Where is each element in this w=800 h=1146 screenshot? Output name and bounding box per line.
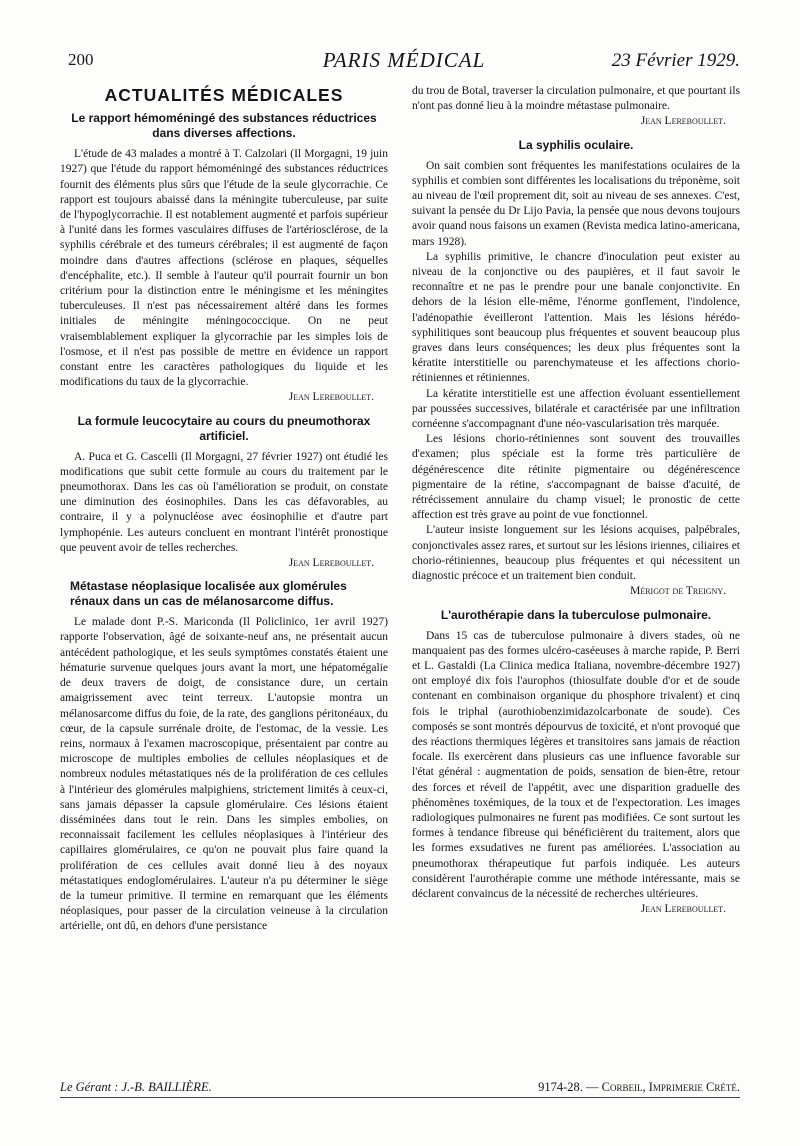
article-author: Mérigot de Treigny.: [630, 585, 726, 598]
article-author: Jean Lereboullet.: [640, 903, 726, 916]
journal-title: PARIS MÉDICAL: [322, 48, 486, 72]
article-title: La formule leucocytaire au cours du pneumothorax artificiel.: [77, 413, 371, 443]
page-footer: [60, 1080, 740, 1102]
article-author: Jean Lereboullet.: [288, 391, 374, 404]
article-paragraph: La kératite interstitielle est une affection évoluant essentiellement par poussées successives, bilatérale et caractérisée par une infiltration cornéenne s'accompagnant d'une néo-vascularisation très marquée.: [412, 387, 740, 431]
article-title: Le rapport hémoméningé des substances réductrices dans diverses affections.: [71, 111, 377, 141]
article-paragraph: A. Puca et G. Cascelli (Il Morgagni, 27 février 1927) ont étudié les modifications que subit cette formule au cours du traitement par le pneumothorax. Dans les cas où l'amélioration se produit, on constate une diminution des éosinophiles. Dans les cas défavorables, au contraire, il y a polynucléose avec éosinophilie et d'autre part lymphopénie. Les auteurs concluent en montrant l'intérêt pronostique que peuvent avoir de telles recherches.: [60, 450, 388, 554]
section-title: ACTUALITÉS MÉDICALES: [104, 85, 344, 105]
article-author: Jean Lereboullet.: [288, 557, 374, 570]
left-column: [60, 84, 388, 935]
article-paragraph: Le malade dont P.-S. Mariconda (Il Policlinico, 1er avril 1927) rapporte l'observation, âgé de soixante-neuf ans, ne présentait aucun antécédent pathologique, et les seuls symptômes constatés étaient une hématurie survenue quelques jours avant la mort, une hépatomégalie de deux travers de doigt, de consistance dure, un certain amaigrissement avec teint terreux. L'autopsie montra un mélanosarcome diffus du foie, de la rate, des ganglions péritonéaux, du cœur, de la capsule surrénale droite, de l'estomac, de la vessie. Les reins, normaux à l'examen macroscopique, présentaient par contre au microscope de multiples embolies de cellules néoplasiques et de nombreux nodules métastatiques nés de la prolifération de ces cellules à l'intérieur des glomérules malpighiens, strictement limités à ceux-ci, sans jamais dépasser la capsule glomérulaire. Ces lésions étaient disséminées dans tout le rein. Dans les simples embolies, on reconnaissait facilement les cellules néoplasiques à l'intérieur des capillaires glomérulaires, ce qu'on ne pouvait plus faire quand la prolifération de ces cellules avait donné lieu à des noyaux métastatiques endoglomérulaires. L'auteur n'a pu déterminer le siège de la tumeur primitive. Il termine en remarquant que les éléments néoplasiques, pour passer de la circulation veineuse à la circulation artérielle, ont dû, en dehors d'une persistance: [60, 616, 388, 933]
footer-printer: 9174-28. — Corbeil, Imprimerie Crété.: [538, 1080, 740, 1094]
footer-rule: [60, 1097, 740, 1098]
article-paragraph: Dans 15 cas de tuberculose pulmonaire à divers stades, où ne manquaient pas des formes ulcéro-caséeuses à marche rapide, P. Berri et L. Gastaldi (La Clinica medica Italiana, novembre-décembre 1927) ont employé dix fois l'aurophos (thiosulfate double d'or et de soude contenant en combinaison organique du phosphore trivalent) et cinq fois le triphal (aurothiobenzimidazolcarbonate de soude). Ces composés se sont montrés dépourvus de toxicité, et n'ont provoqué que des réactions thermiques légères et transitoires sans jamais de réaction focale. Ils exercèrent dans plusieurs cas une influence favorable sur l'état général : augmentation de poids, sensation de bien-être, retour des forces et réveil de l'appétit, avec une disparition graduelle des phénomènes toxémiques, de la toux et de l'expectoration. Les images radiologiques pulmonaires ne furent pas modifiées. Ce sont surtout les formes à tendance fibreuse qui bénéficièrent du traitement, alors que les formes exsudatives ne furent pas améliorées. L'association au pneumothorax thérapeutique fut parfois indiquée. Les auteurs considèrent l'aurothérapie comme une méthode intéressante, mais se déclarent convaincus de la nécessité de recherches ultérieures.: [412, 629, 740, 900]
right-column: [412, 84, 740, 921]
article-paragraph: On sait combien sont fréquentes les manifestations oculaires de la syphilis et combien sont différentes les localisations du tréponème, soit au niveau de l'œil proprement dit, soit au niveau de ses annexes. C'est, suivant la pensée du Dr Lijo Pavia, la pensée que nous devons toujours avoir quand nous faisons un examen (Revista medica latino-americana, mars 1928).: [412, 159, 740, 248]
article-paragraph: L'étude de 43 malades a montré à T. Calzolari (Il Morgagni, 19 juin 1927) que l'étude du rapport hémoméningé des substances réductrices fournit des éléments plus sûrs que l'étude de la seule glycorrachie. Ce rapport est toujours abaissé dans la méningite tuberculeuse, par suite de l'hypoglycorrachie. Il est notablement augmenté et parfois supérieur à l'unité dans les formes vasculaires diffuses de l'artériosclérose, de la syphilis cérébrale et des tumeurs cérébrales; il est augmenté de façon moindre dans d'autres affections (sclérose en plaques, séquelles d'encéphalite, etc.). Il semble à l'auteur qu'il pourrait fournir un bon critérium pour la distinction entre le méningisme et les méningites tuberculeuses. Il n'est pas nécessairement altéré dans les formes initiales de méningite méningococcique. On ne peut vraisemblablement expliquer la glycorrachie par les simples lois de l'osmose, et il n'est pas possible de mettre en évidence un rapport constant entre les caractères pathologiques du liquide et les modifications du taux de la glycorrachie.: [60, 148, 388, 389]
issue-date: 23 Février 1929.: [611, 50, 740, 71]
footer-manager: Le Gérant : J.-B. BAILLIÈRE.: [60, 1080, 212, 1094]
article-paragraph: La syphilis primitive, le chancre d'inoculation peut exister au niveau de la conjonctive ou des paupières, et il faut savoir le reconnaître et ne pas le prendre pour une banale conjonctivite. En dehors de la lésion elle-même, l'énorme gonflement, l'indolence, l'adénopathie éveilleront l'attention. Mais les lésions hérédo-syphilitiques sont beaucoup plus fréquentes et souvent beaucoup plus graves dans leurs conséquences; les deux plus fréquentes sont la kératite interstitielle ou parenchymateuse et les affections chorio-rétiniennes et rétiniennes.: [412, 250, 740, 385]
article-paragraph: L'auteur insiste longuement sur les lésions acquises, palpébrales, conjonctivales assez rares, et surtout sur les lésions iriennes, ciliaires et chorio-rétiniennes, beaucoup plus fréquentes et qui nécessitent un diagnostic précoce et un traitement bien conduit.: [412, 524, 740, 583]
page-number: 200: [68, 50, 94, 69]
article-title: L'aurothérapie dans la tuberculose pulmonaire.: [440, 607, 712, 622]
article-author: Jean Lereboullet.: [640, 115, 726, 128]
article-paragraph: Les lésions chorio-rétiniennes sont souvent des trouvailles d'examen; plus spéciale est la forme très particulière de dégénérescence dite rétinite pigmentaire ou dégénérescence pigmentaire de la rétine, s'accompagnant de baisse d'acuité, de rétrécissement annulaire du champ visuel; le pronostic de cette affection est très grave au point de vue fonctionnel.: [412, 433, 740, 522]
page-header: [68, 48, 740, 76]
article-continuation: du trou de Botal, traverser la circulation pulmonaire, et que pourtant ils n'ont pas donné lieu à la moindre métastase pulmonaire.: [412, 85, 740, 113]
article-title: La syphilis oculaire.: [518, 137, 634, 152]
article-title: Métastase néoplasique localisée aux glomérules rénaux dans un cas de mélanosarcome diffus.: [70, 579, 347, 609]
